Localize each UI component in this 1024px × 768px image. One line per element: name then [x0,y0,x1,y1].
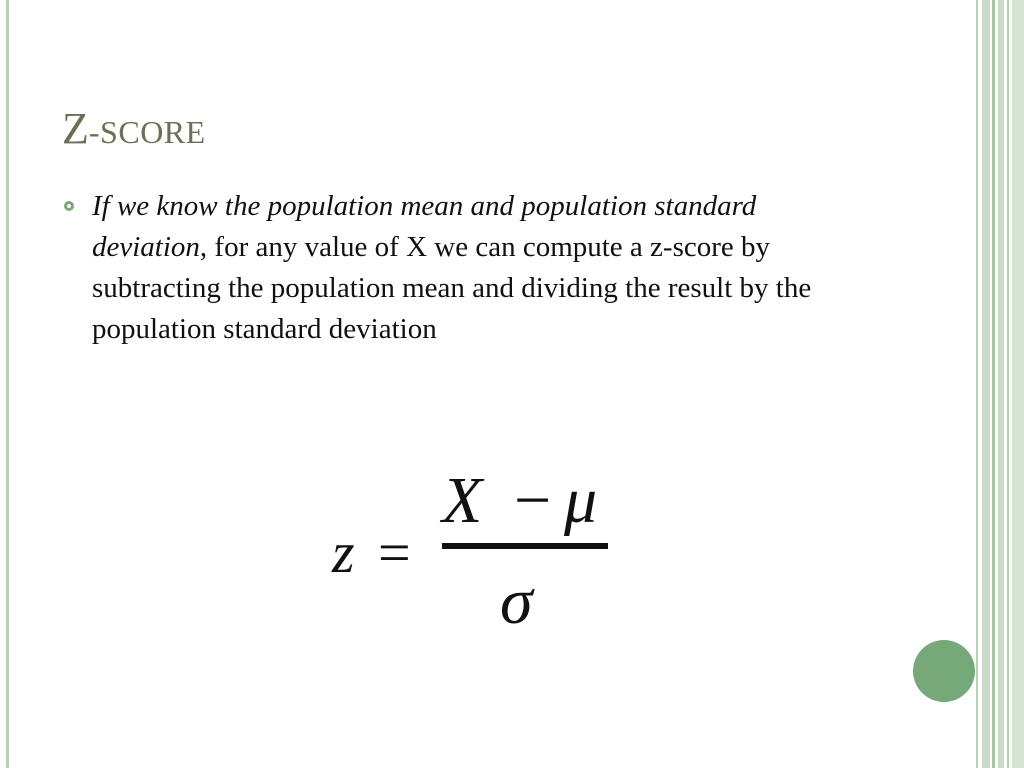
slide-title [62,104,206,157]
formula-fraction-bar [442,543,608,549]
right-stripe-decoration [976,0,978,768]
formula-numerator-mu: μ [564,464,598,537]
z-score-formula [320,455,620,635]
slide-title-rest: -SCORE [88,114,206,150]
formula-denominator-sigma: σ [500,565,533,635]
right-stripe-decoration [1012,0,1024,768]
decorative-circle [913,640,975,702]
bullet-circle-icon [64,201,74,211]
right-stripe-decoration [982,0,990,768]
formula-equals: = [378,520,411,585]
formula-numerator-minus: − [514,464,552,537]
bullet-plain-text: , for any value of X we can compute a z-score by subtracting the population mean and dividing the result by the population standard deviation [92,231,812,345]
right-stripe-decoration [998,0,1004,768]
formula-lhs-z: z [332,520,355,585]
bullet-text [92,186,862,350]
slide-title-first-letter: Z [62,104,89,153]
right-stripe-decoration [992,0,995,768]
right-stripe-decoration [1007,0,1009,768]
formula-numerator-x: X [442,464,483,537]
bullet-italic-text: If we know the population mean and population standard deviation [92,190,757,263]
left-border-decoration [6,0,9,768]
